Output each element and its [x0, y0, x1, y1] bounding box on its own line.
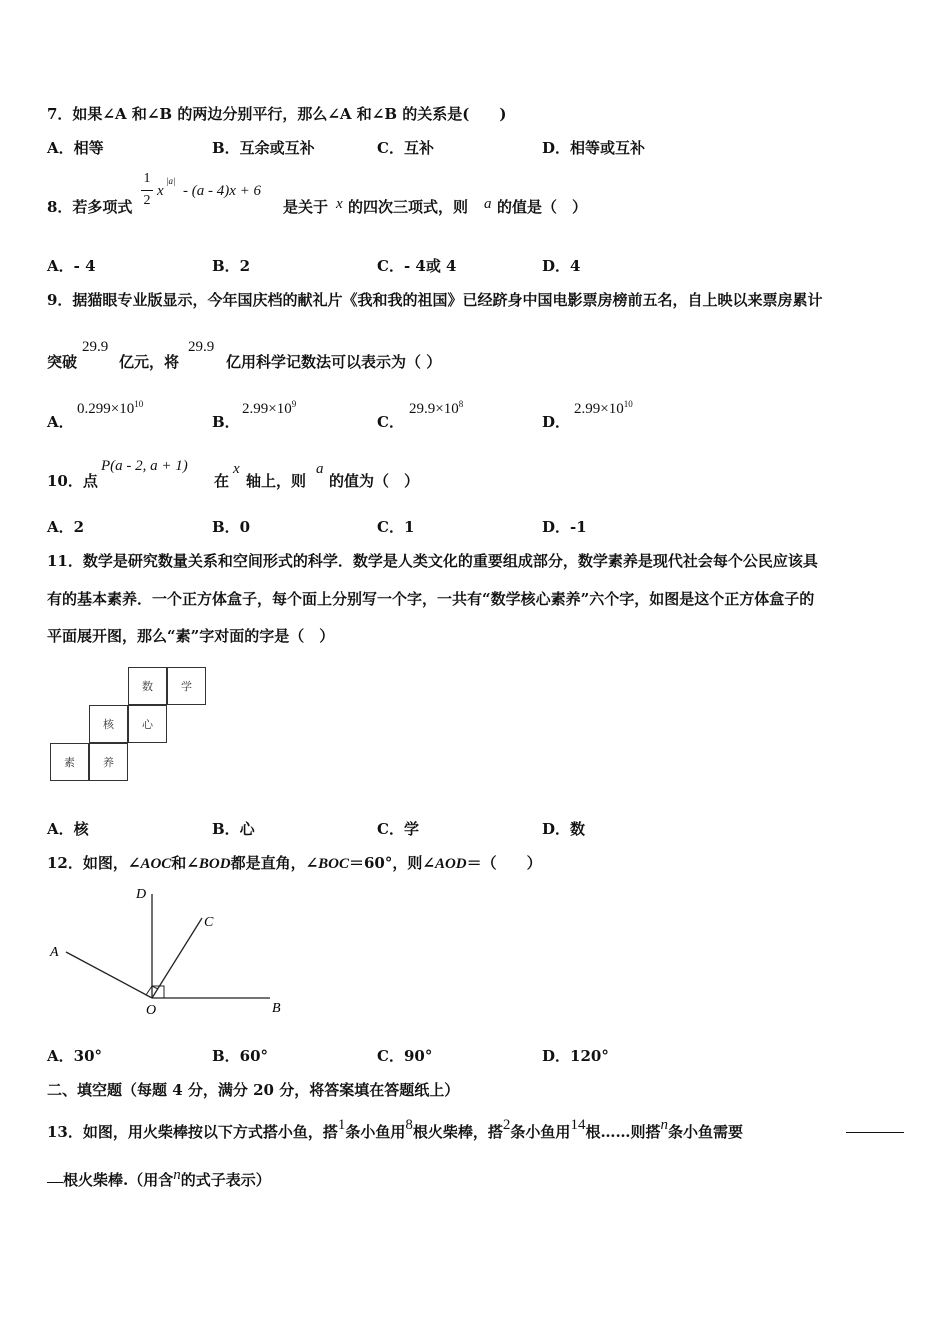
- q8-text-mid: 的四次三项式，则: [348, 198, 469, 216]
- q9-option-d-label: D．: [542, 413, 571, 431]
- ray-oa: [66, 952, 152, 998]
- label-c: C: [204, 915, 214, 930]
- label-b: B: [272, 1001, 281, 1016]
- net-cell-shu: 数: [128, 667, 167, 705]
- q11-option-c: C．学: [377, 820, 419, 838]
- net-cell-su: 素: [50, 743, 89, 781]
- q8-var-x: x: [336, 196, 343, 212]
- q10-number: 10．点: [47, 472, 98, 490]
- q9-option-c-label: C．: [377, 413, 404, 431]
- net-cell-yang: 养: [89, 743, 128, 781]
- q8-option-d: D．4: [542, 257, 581, 275]
- q11-option-b: B．心: [212, 820, 255, 838]
- label-o: O: [146, 1003, 157, 1018]
- q8-poly-rest: - (a - 4)x + 6: [183, 183, 262, 199]
- q8-poly-x: x: [157, 183, 164, 199]
- q8-poly-exponent: |a|: [166, 176, 176, 186]
- q8-option-a: A．- 4: [47, 257, 96, 275]
- q13-line2: 根火柴棒.（用含n的式子表示）: [63, 1167, 271, 1189]
- q9-option-a-value: $0.299\times 10^{10}$: [77, 399, 144, 417]
- q7-option-a: A．相等: [47, 139, 104, 157]
- q9-text-p2: 亿元，将: [119, 353, 180, 371]
- q10-point: P(a - 2, a + 1): [101, 458, 188, 474]
- q13-answer-blank-1[interactable]: [846, 1132, 904, 1133]
- q10-var-x: x: [233, 461, 240, 477]
- q10-option-c: C．1: [377, 518, 415, 536]
- q11-line1: 11．数学是研究数量关系和空间形式的科学．数学是人类文化的重要组成部分，数学素养是现代社会每个公民应该具: [47, 552, 818, 570]
- section-2-heading: 二、填空题（每题 4 分，满分 20 分，将答案填在答题纸上）: [47, 1081, 460, 1099]
- q9-option-c-value: $29.9\times 10^8$: [409, 399, 464, 417]
- q7-stem: 7．如果∠A 和∠B 的两边分别平行，那么∠A 和∠B 的关系是( ): [47, 105, 507, 123]
- q8-frac-den: 2: [143, 193, 151, 208]
- q8-frac-num: 1: [143, 171, 151, 186]
- q12-option-c: C．90°: [377, 1047, 433, 1065]
- q9-number-2: 29.9: [188, 339, 215, 355]
- q8-var-a: a: [484, 196, 492, 212]
- q11-option-a: A．核: [47, 820, 89, 838]
- q9-option-b-value: $2.99\times 10^9$: [242, 399, 297, 417]
- q7-option-c: C．互补: [377, 139, 434, 157]
- q7-option-d: D．相等或互补: [542, 139, 646, 157]
- q11-line2: 有的基本素养．一个正方体盒子，每个面上分别写一个字，一共有“数学核心素养”六个字，如图是这个正方体盒子的: [47, 590, 815, 608]
- q9-option-b-label: B．: [212, 413, 240, 431]
- q9-number-1: 29.9: [82, 339, 109, 355]
- q8-text-after: 是关于: [283, 198, 329, 216]
- q11-option-d: D．数: [542, 820, 586, 838]
- net-cell-xin: 心: [128, 705, 167, 743]
- q9-option-a-label: A．: [47, 413, 74, 431]
- q10-option-b: B．0: [212, 518, 251, 536]
- q10-option-d: D．-1: [542, 518, 587, 536]
- q7-option-b: B．互余或互补: [212, 139, 315, 157]
- q8-text-end: 的值是（ ）: [497, 198, 588, 216]
- q8-option-b: B．2: [212, 257, 251, 275]
- q10-text: 轴上，则: [246, 472, 307, 490]
- q8-option-c: C．- 4或 4: [377, 257, 457, 275]
- q12-option-a: A．30°: [47, 1047, 103, 1065]
- q12-option-b: B．60°: [212, 1047, 269, 1065]
- q10-text-mid: 在: [214, 472, 230, 490]
- q11-line3: 平面展开图，那么“素”字对面的字是（ ）: [47, 627, 335, 645]
- label-d: D: [136, 887, 147, 902]
- q8-frac-bar: [141, 190, 153, 191]
- q10-var-a: a: [316, 461, 324, 477]
- q9-text-p3: 亿用科学记数法可以表示为（ ）: [226, 353, 442, 371]
- net-cell-he: 核: [89, 705, 128, 743]
- q12-stem: 12．如图，∠AOC和∠BOD都是直角，∠BOC＝60°，则∠AOD＝（ ）: [47, 854, 542, 872]
- q13-answer-blank-2[interactable]: [47, 1182, 63, 1183]
- q9-option-d-value: $2.99\times 10^{10}$: [574, 399, 633, 417]
- q12-option-d: D．120°: [542, 1047, 609, 1065]
- angle-figure: [40, 880, 300, 1020]
- q9-line1: 9．据猫眼专业版显示，今年国庆档的献礼片《我和我的祖国》已经跻身中国电影票房榜前五名，自上映以来票房累计: [47, 291, 823, 309]
- q13-line1: 13．如图，用火柴棒按以下方式搭小鱼，搭1条小鱼用8根火柴棒，搭2条小鱼用14根……则搭n条小鱼需要: [47, 1117, 743, 1141]
- q8-number: 8．若多项式: [47, 198, 133, 216]
- q10-option-a: A．2: [47, 518, 85, 536]
- label-a: A: [50, 945, 59, 960]
- q9-text-p1: 突破: [47, 353, 78, 371]
- cube-net-figure: [50, 667, 210, 782]
- net-cell-xue: 学: [167, 667, 206, 705]
- q10-text-end: 的值为（ ）: [329, 472, 420, 490]
